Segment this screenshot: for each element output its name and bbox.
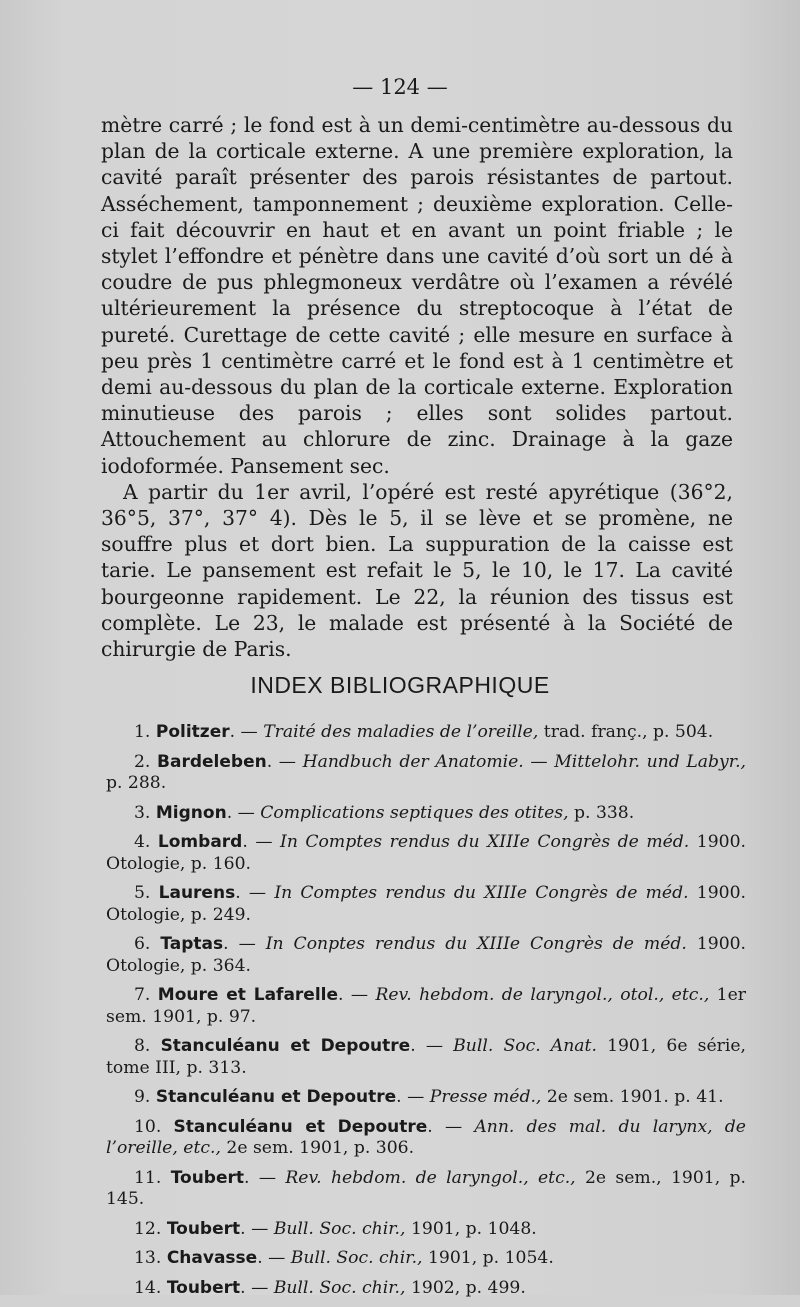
entry-title: Bull. Soc. chir., bbox=[273, 1277, 406, 1298]
paragraph: mètre carré ; le fond est à un demi-centimètre au-dessous du plan de la corticale externe. A une première exploration, la cavité paraît présenter des parois résistantes de partout. Asséchement, tamponnement ; deuxième exploration. Celle-ci fait découvrir en haut et en avant un point friable ; le stylet l’effondre et pénètre dans une cavité d’où sort un dé à coudre de pus phlegmoneux verdâtre où l’examen a révélé ultérieurement la présence du streptocoque à l’état de pureté. Curettage de cette cavité ; elle mesure en surface à peu près 1 centimètre carré et le fond est à 1 centimètre et demi au-dessous du plan de la corticale externe. Exploration minutieuse des parois ; elles sont solides partout. Attouchement au chlorure de zinc. Drainage à la gaze iodoformée. Pansement sec. bbox=[101, 113, 733, 478]
entry-details: 2e sem., 1901, p. 145. bbox=[106, 1167, 746, 1209]
entry-number: 13. bbox=[134, 1248, 162, 1268]
entry-author: Mignon bbox=[155, 802, 227, 823]
entry-details: 1900. Otologie, p. 364. bbox=[106, 934, 747, 976]
bibliography-entry bbox=[106, 803, 746, 825]
entry-title: In Comptes rendus du XIIIe Congrès de méd. bbox=[274, 883, 689, 903]
entry-author: Toubert bbox=[166, 1277, 241, 1298]
entry-title: Ann. des mal. du larynx, de l’oreille, etc., bbox=[106, 1116, 746, 1158]
entry-author: Lombard bbox=[157, 832, 243, 852]
entry-separator: . — bbox=[244, 1167, 286, 1188]
entry-details: 1901, p. 1048. bbox=[405, 1218, 537, 1239]
entry-number: 4. bbox=[134, 832, 151, 852]
entry-number: 8. bbox=[134, 1036, 151, 1056]
entry-number: 14. bbox=[134, 1277, 162, 1298]
entry-title: Handbuch der Anatomie. — Mittelohr. und Labyr., bbox=[302, 751, 747, 772]
entry-title: Bull. Soc. chir., bbox=[290, 1248, 423, 1268]
bibliography-entry bbox=[106, 1168, 746, 1211]
entry-author: Politzer bbox=[155, 722, 230, 742]
entry-number: 6. bbox=[134, 934, 151, 954]
bibliography-entry bbox=[106, 985, 746, 1028]
entry-number: 3. bbox=[134, 802, 151, 823]
page-number: — 124 — bbox=[352, 75, 448, 99]
entry-author: Taptas bbox=[160, 934, 224, 954]
entry-number: 2. bbox=[134, 751, 151, 772]
entry-separator: . — bbox=[257, 1248, 291, 1268]
entry-separator: . — bbox=[338, 985, 376, 1005]
entry-separator: . — bbox=[242, 832, 281, 852]
bibliography-entry bbox=[106, 934, 746, 977]
entry-separator: . — bbox=[396, 1087, 430, 1107]
entry-details: p. 288. bbox=[106, 773, 167, 793]
entry-author: Toubert bbox=[170, 1167, 245, 1188]
entry-separator: . — bbox=[427, 1116, 475, 1137]
entry-details: p. 338. bbox=[568, 802, 635, 823]
entry-separator: . — bbox=[223, 934, 266, 954]
entry-separator: . — bbox=[240, 1218, 274, 1239]
bibliography-entry bbox=[106, 1036, 746, 1079]
entry-details: trad. franç., p. 504. bbox=[538, 722, 714, 742]
entry-details: 2e sem. 1901. p. 41. bbox=[541, 1087, 724, 1107]
paragraph: A partir du 1er avril, l’opéré est resté apyrétique (36°2, 36°5, 37°, 37° 4). Dès le 5, il se lève et se promène, ne souffre plus et dort bien. La suppuration de la caisse est tarie. Le pansement est refait le 5, le 10, le 17. La cavité bourgeonne rapidement. Le 22, la réunion des tissus est complète. Le 23, le malade est présenté à la Société de chirurgie de Paris. bbox=[101, 479, 733, 662]
bibliography-list bbox=[106, 722, 746, 1307]
entry-author: Chavasse bbox=[166, 1248, 258, 1268]
entry-author: Stanculéanu et Depoutre bbox=[173, 1116, 428, 1137]
bibliography-entry bbox=[106, 1278, 746, 1300]
entry-separator: . — bbox=[266, 751, 303, 772]
entry-number: 9. bbox=[134, 1087, 151, 1107]
entry-title: Complications septiques des otites, bbox=[260, 802, 569, 823]
bibliography-entry bbox=[106, 883, 746, 926]
entry-details: 2e sem. 1901, p. 306. bbox=[220, 1138, 415, 1158]
section-heading: INDEX BIBLIOGRAPHIQUE bbox=[250, 672, 550, 698]
entry-details: 1er sem. 1901, p. 97. bbox=[106, 985, 747, 1027]
entry-details: 1901, p. 1054. bbox=[422, 1248, 554, 1268]
entry-author: Laurens bbox=[158, 883, 236, 903]
bibliography-entry bbox=[106, 722, 746, 744]
entry-author: Stanculéanu et Depoutre bbox=[155, 1087, 397, 1107]
entry-number: 1. bbox=[134, 722, 151, 742]
entry-separator: . — bbox=[240, 1277, 274, 1298]
entry-title: Bull. Soc. chir., bbox=[273, 1218, 406, 1239]
entry-number: 5. bbox=[134, 883, 151, 903]
entry-title: Rev. hebdom. de laryngol., etc., bbox=[285, 1167, 576, 1188]
entry-separator: . — bbox=[229, 722, 264, 742]
bibliography-entry bbox=[106, 1117, 746, 1160]
entry-details: 1900. Otologie, p. 160. bbox=[106, 832, 747, 874]
entry-number: 10. bbox=[134, 1116, 162, 1137]
bibliography-entry bbox=[106, 1219, 746, 1241]
bibliography-entry bbox=[106, 1248, 746, 1270]
entry-title: Bull. Soc. Anat. bbox=[453, 1036, 597, 1056]
entry-separator: . — bbox=[410, 1036, 454, 1056]
entry-author: Bardeleben bbox=[157, 751, 267, 772]
entry-details: 1900. Otologie, p. 249. bbox=[106, 883, 747, 925]
entry-title: In Conptes rendus du XIIIe Congrès de méd. bbox=[265, 934, 687, 954]
entry-number: 7. bbox=[134, 985, 151, 1005]
entry-number: 11. bbox=[134, 1167, 162, 1188]
entry-separator: . — bbox=[235, 883, 275, 903]
entry-title: Presse méd., bbox=[429, 1087, 542, 1107]
body-text bbox=[101, 112, 733, 662]
entry-details: 1901, 6e série, tome III, p. 313. bbox=[106, 1036, 747, 1078]
entry-details: 1902, p. 499. bbox=[405, 1277, 526, 1298]
bibliography-entry bbox=[106, 752, 746, 795]
entry-separator: . — bbox=[226, 802, 261, 823]
bibliography-entry bbox=[106, 832, 746, 875]
entry-title: In Comptes rendus du XIIIe Congrès de méd. bbox=[280, 832, 690, 852]
bibliography-entry bbox=[106, 1087, 746, 1109]
entry-author: Moure et Lafarelle bbox=[157, 985, 339, 1005]
entry-title: Rev. hebdom. de laryngol., otol., etc., bbox=[375, 985, 710, 1005]
entry-number: 12. bbox=[134, 1218, 162, 1239]
entry-author: Stanculéanu et Depoutre bbox=[160, 1036, 411, 1056]
entry-author: Toubert bbox=[166, 1218, 241, 1239]
entry-title: Traité des maladies de l’oreille, bbox=[263, 722, 539, 742]
